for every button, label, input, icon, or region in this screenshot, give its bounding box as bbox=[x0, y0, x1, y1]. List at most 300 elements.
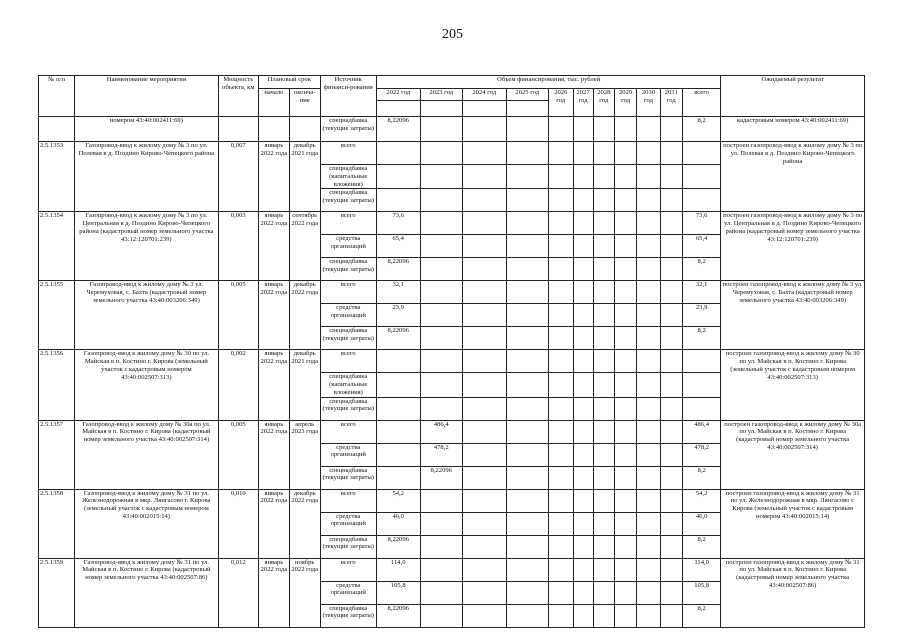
row-year-empty bbox=[660, 304, 682, 327]
row-year-empty bbox=[593, 558, 614, 581]
row-result: построен газопровод-ввод к жилому дому № 3 по ул. Центральная в д. Поздино Кирово-Чепецкого района (кадастровый номер земельного участка 43:12:120701:239) bbox=[721, 212, 865, 281]
header-num: № п/п bbox=[39, 76, 75, 117]
table-row bbox=[39, 420, 865, 443]
row-2023 bbox=[420, 142, 463, 165]
row-year-empty bbox=[506, 581, 549, 604]
row-year-empty bbox=[463, 350, 507, 373]
row-2023 bbox=[420, 117, 463, 142]
row-year-empty bbox=[614, 443, 636, 466]
row-start: январь 2022 года bbox=[258, 558, 289, 627]
row-2022: 114,0 bbox=[376, 558, 420, 581]
row-year-empty bbox=[637, 443, 660, 466]
row-year-empty bbox=[506, 212, 549, 235]
row-year-empty bbox=[549, 304, 573, 327]
row-year-empty bbox=[614, 142, 636, 165]
row-capacity: 0,007 bbox=[218, 142, 258, 212]
row-2022 bbox=[376, 165, 420, 189]
row-year-empty bbox=[660, 558, 682, 581]
row-year-empty bbox=[463, 443, 507, 466]
row-result: построен газопровод-ввод к жилому дому № 31 по ул. Майская в п. Костино г. Кирова (кадастровый номер земельного участка 43:40:002507:86) bbox=[721, 558, 865, 627]
row-start: январь 2022 года bbox=[258, 212, 289, 281]
row-year-empty bbox=[549, 258, 573, 281]
row-year-empty bbox=[573, 443, 593, 466]
row-year-empty bbox=[614, 373, 636, 397]
row-source: средства организаций bbox=[320, 235, 376, 258]
row-year-empty bbox=[573, 466, 593, 489]
row-year-empty bbox=[463, 489, 507, 512]
row-year-empty bbox=[549, 420, 573, 443]
row-start: январь 2022 года bbox=[258, 420, 289, 489]
row-year-empty bbox=[506, 350, 549, 373]
table-row bbox=[39, 142, 865, 165]
row-year-empty bbox=[593, 189, 614, 212]
row-result: построен газопровод-ввод к жилому дому № 31 по ул. Железнодорожная в мкр. Лянгасово г. Кирова (земельный участок с кадастровым номером 43:40:002015:14) bbox=[721, 489, 865, 558]
row-total bbox=[682, 373, 720, 397]
row-year-empty bbox=[593, 581, 614, 604]
row-year-empty bbox=[506, 466, 549, 489]
row-2022: 8,22096 bbox=[376, 535, 420, 558]
row-year-empty bbox=[637, 327, 660, 350]
row-source: спецнадбавка (капитальные вложения) bbox=[320, 165, 376, 189]
row-2023 bbox=[420, 489, 463, 512]
row-total: 73,6 bbox=[682, 212, 720, 235]
header-capacity: Мощность объекта, км bbox=[218, 76, 258, 117]
row-year-empty bbox=[549, 350, 573, 373]
row-year-empty bbox=[593, 165, 614, 189]
row-source: всего bbox=[320, 558, 376, 581]
row-year-empty bbox=[660, 397, 682, 420]
header-term-end: оконча-ние bbox=[289, 89, 320, 117]
row-source: всего bbox=[320, 489, 376, 512]
row-year-empty bbox=[637, 581, 660, 604]
header-year: 2029 год bbox=[614, 89, 636, 117]
header-year: 2023 год bbox=[420, 89, 463, 101]
row-2023 bbox=[420, 281, 463, 304]
row-year-empty bbox=[506, 327, 549, 350]
row-capacity: 0,005 bbox=[218, 420, 258, 489]
row-2022 bbox=[376, 373, 420, 397]
row-source: спецнадбавка (текущие затраты) bbox=[320, 397, 376, 420]
row-year-empty bbox=[463, 165, 507, 189]
row-year-empty bbox=[506, 258, 549, 281]
row-year-empty bbox=[593, 281, 614, 304]
row-year-empty bbox=[660, 258, 682, 281]
row-end: апрель 2023 года bbox=[289, 420, 320, 489]
continuation-row bbox=[39, 117, 865, 142]
row-year-empty bbox=[506, 281, 549, 304]
row-year-empty bbox=[637, 558, 660, 581]
row-num: 2.5.1357 bbox=[39, 420, 75, 489]
row-year-empty bbox=[573, 397, 593, 420]
row-source: всего bbox=[320, 142, 376, 165]
row-year-empty bbox=[614, 350, 636, 373]
row-year-empty bbox=[660, 466, 682, 489]
row-year-empty bbox=[463, 558, 507, 581]
row-year-empty bbox=[573, 212, 593, 235]
row-year-empty bbox=[463, 327, 507, 350]
row-year-empty bbox=[463, 281, 507, 304]
row-2022: 65,4 bbox=[376, 235, 420, 258]
row-year-empty bbox=[506, 604, 549, 627]
row-total bbox=[682, 189, 720, 212]
row-2023 bbox=[420, 558, 463, 581]
row-capacity: 0,005 bbox=[218, 281, 258, 350]
row-2022: 105,8 bbox=[376, 581, 420, 604]
row-year-empty bbox=[506, 558, 549, 581]
row-year-empty bbox=[593, 420, 614, 443]
row-2023 bbox=[420, 512, 463, 535]
row-year-empty bbox=[660, 373, 682, 397]
row-year-empty bbox=[614, 235, 636, 258]
row-year-empty bbox=[637, 420, 660, 443]
header-year: 2027 год bbox=[573, 89, 593, 117]
row-year-empty bbox=[463, 535, 507, 558]
row-year-empty bbox=[593, 142, 614, 165]
row-source: средства организаций bbox=[320, 443, 376, 466]
row-year-empty bbox=[593, 512, 614, 535]
header-year: 2030 год bbox=[637, 89, 660, 117]
row-year-empty bbox=[573, 489, 593, 512]
row-year-empty bbox=[660, 165, 682, 189]
row-name: Газопровод-ввод к жилому дому № 3 по ул. Полевая в д. Поздино Кирово-Чепецкого района bbox=[75, 142, 218, 212]
row-total: 54,2 bbox=[682, 489, 720, 512]
row-year-empty bbox=[573, 373, 593, 397]
row-2023: 486,4 bbox=[420, 420, 463, 443]
row-total: 8,2 bbox=[682, 117, 720, 142]
page-number: 205 bbox=[442, 27, 463, 42]
row-name: Газопровод-ввод к жилому дому № 3 по ул. Центральная в д. Поздино Кирово-Чепецкого района (кадастровый номер земельного участка 43:12:120701:239) bbox=[75, 212, 218, 281]
row-end: ноябрь 2022 года bbox=[289, 558, 320, 627]
row-2022: 32,1 bbox=[376, 281, 420, 304]
row-year-empty bbox=[614, 512, 636, 535]
row-year-empty bbox=[660, 535, 682, 558]
row-year-empty bbox=[660, 212, 682, 235]
header-result: Ожидаемый результат bbox=[721, 76, 865, 117]
row-total: 8,2 bbox=[682, 466, 720, 489]
row-year-empty bbox=[637, 165, 660, 189]
row-year-empty bbox=[549, 535, 573, 558]
row-2023 bbox=[420, 535, 463, 558]
row-year-empty bbox=[549, 512, 573, 535]
row-2022 bbox=[376, 466, 420, 489]
row-end: декабрь 2021 года bbox=[289, 142, 320, 212]
header-year: 2025 год bbox=[506, 89, 549, 101]
row-2023 bbox=[420, 604, 463, 627]
row-name: номером 43:40:002411:69) bbox=[75, 117, 218, 142]
row-year-empty bbox=[660, 489, 682, 512]
row-year-empty bbox=[573, 581, 593, 604]
row-year-empty bbox=[637, 535, 660, 558]
row-year-empty bbox=[614, 281, 636, 304]
row-year-empty bbox=[463, 466, 507, 489]
row-year-empty bbox=[573, 142, 593, 165]
row-year-empty bbox=[506, 235, 549, 258]
row-year-empty bbox=[660, 327, 682, 350]
row-year-empty bbox=[593, 466, 614, 489]
row-year-empty bbox=[573, 281, 593, 304]
row-total: 23,9 bbox=[682, 304, 720, 327]
row-year-empty bbox=[593, 235, 614, 258]
row-year-empty bbox=[614, 304, 636, 327]
table-row bbox=[39, 281, 865, 304]
row-year-empty bbox=[593, 350, 614, 373]
row-capacity: 0,003 bbox=[218, 212, 258, 281]
row-2023 bbox=[420, 327, 463, 350]
row-total: 8,2 bbox=[682, 327, 720, 350]
row-year-empty bbox=[549, 373, 573, 397]
row-year-empty bbox=[573, 235, 593, 258]
row-year-empty bbox=[463, 304, 507, 327]
row-total: 32,1 bbox=[682, 281, 720, 304]
row-2022: 8,22096 bbox=[376, 258, 420, 281]
row-total: 114,0 bbox=[682, 558, 720, 581]
row-year-empty bbox=[614, 604, 636, 627]
row-year-empty bbox=[549, 212, 573, 235]
row-year-empty bbox=[614, 535, 636, 558]
row-year-empty bbox=[463, 581, 507, 604]
row-year-empty bbox=[506, 189, 549, 212]
row-2023: 478,2 bbox=[420, 443, 463, 466]
row-year-empty bbox=[573, 304, 593, 327]
row-total bbox=[682, 142, 720, 165]
row-year-empty bbox=[549, 397, 573, 420]
row-source: средства организаций bbox=[320, 581, 376, 604]
row-year-empty bbox=[593, 373, 614, 397]
row-start: январь 2022 года bbox=[258, 142, 289, 212]
row-2023 bbox=[420, 304, 463, 327]
row-year-empty bbox=[660, 512, 682, 535]
row-2022 bbox=[376, 420, 420, 443]
row-year-empty bbox=[573, 420, 593, 443]
row-2022: 8,22096 bbox=[376, 327, 420, 350]
row-result: построен газопровод-ввод к жилому дому № 30 по ул. Майская в п. Костино г. Кирова (земельный участок с кадастровым номером 43:40:002507:313) bbox=[721, 350, 865, 420]
row-year-empty bbox=[506, 443, 549, 466]
row-name: Газопровод-ввод к жилому дому № 30а по ул. Майская в п. Костино г. Кирова (кадастровый номер земельного участка 43:40:002507:314) bbox=[75, 420, 218, 489]
row-2022: 8,22096 bbox=[376, 117, 420, 142]
row-year-empty bbox=[549, 489, 573, 512]
row-2023 bbox=[420, 212, 463, 235]
row-source: всего bbox=[320, 212, 376, 235]
header-year: 2031 год bbox=[660, 89, 682, 117]
row-year-empty bbox=[660, 235, 682, 258]
row-year-empty bbox=[549, 189, 573, 212]
header-term-start: начало bbox=[258, 89, 289, 117]
row-2022: 54,2 bbox=[376, 489, 420, 512]
row-year-empty bbox=[637, 281, 660, 304]
row-year-empty bbox=[614, 466, 636, 489]
row-result: построен газопровод-ввод к жилому дому № 3 ул. Черемуховая, с. Бахта (кадастровый номер земельного участка 43:40:003206:349) bbox=[721, 281, 865, 350]
row-year-empty bbox=[614, 581, 636, 604]
row-year-empty bbox=[593, 304, 614, 327]
row-year-empty bbox=[637, 489, 660, 512]
row-2023 bbox=[420, 373, 463, 397]
row-year-empty bbox=[463, 373, 507, 397]
row-capacity: 0,012 bbox=[218, 558, 258, 627]
row-result: построен газопровод-ввод к жилому дому № 30а по ул. Майская в п. Костино г. Кирова (кадастровый номер земельного участка 43:40:002507:314) bbox=[721, 420, 865, 489]
row-year-empty bbox=[593, 327, 614, 350]
header-volume: Объем финансирования, тыс. рублей bbox=[376, 76, 720, 89]
row-year-empty bbox=[573, 327, 593, 350]
row-source: спецнадбавка (текущие затраты) bbox=[320, 327, 376, 350]
row-2022: 8,22096 bbox=[376, 604, 420, 627]
header-source: Источник финанси-рования bbox=[320, 76, 376, 117]
row-year-empty bbox=[573, 189, 593, 212]
row-name: Газопровод-ввод к жилому дому № 31 по ул. Железнодорожная в мкр. Лянгасово г. Кирова (земельный участок с кадастровым номером 43:40:002015:14) bbox=[75, 489, 218, 558]
header-year: 2022 год bbox=[376, 89, 420, 101]
row-num: 2.5.1359 bbox=[39, 558, 75, 627]
row-source: спецнадбавка (текущие затраты) bbox=[320, 189, 376, 212]
row-year-empty bbox=[573, 604, 593, 627]
row-year-empty bbox=[573, 258, 593, 281]
row-2022 bbox=[376, 142, 420, 165]
row-2023 bbox=[420, 258, 463, 281]
row-source: всего bbox=[320, 281, 376, 304]
row-result: построен газопровод-ввод к жилому дому № 3 по ул. Полевая в д. Поздино Кирово-Чепецкого района bbox=[721, 142, 865, 212]
row-source: спецнадбавка (текущие затраты) bbox=[320, 535, 376, 558]
row-2023 bbox=[420, 581, 463, 604]
row-year-empty bbox=[637, 235, 660, 258]
row-year-empty bbox=[549, 604, 573, 627]
row-num: 2.5.1358 bbox=[39, 489, 75, 558]
row-year-empty bbox=[573, 558, 593, 581]
row-year-empty bbox=[593, 604, 614, 627]
row-source: спецнадбавка (капитальные вложения) bbox=[320, 373, 376, 397]
row-2022 bbox=[376, 350, 420, 373]
row-year-empty bbox=[549, 443, 573, 466]
row-start: январь 2022 года bbox=[258, 350, 289, 420]
row-year-empty bbox=[614, 397, 636, 420]
row-2023 bbox=[420, 189, 463, 212]
row-total: 46,0 bbox=[682, 512, 720, 535]
row-2022: 73,6 bbox=[376, 212, 420, 235]
header-year: 2026 год bbox=[549, 89, 573, 117]
row-year-empty bbox=[549, 142, 573, 165]
row-year-empty bbox=[463, 189, 507, 212]
row-year-empty bbox=[549, 466, 573, 489]
row-2022 bbox=[376, 443, 420, 466]
row-year-empty bbox=[506, 373, 549, 397]
row-year-empty bbox=[637, 350, 660, 373]
row-year-empty bbox=[614, 258, 636, 281]
row-source: всего bbox=[320, 350, 376, 373]
row-source: средства организаций bbox=[320, 304, 376, 327]
row-year-empty bbox=[614, 558, 636, 581]
row-num: 2.5.1353 bbox=[39, 142, 75, 212]
row-total: 478,2 bbox=[682, 443, 720, 466]
row-source: спецнадбавка (текущие затраты) bbox=[320, 604, 376, 627]
row-total bbox=[682, 350, 720, 373]
row-total bbox=[682, 165, 720, 189]
row-name: Газопровод-ввод к жилому дому № 3 ул. Черемуховая, с. Бахта (кадастровый номер земельного участка 43:40:003206:349) bbox=[75, 281, 218, 350]
row-year-empty bbox=[573, 535, 593, 558]
row-source: средства организаций bbox=[320, 512, 376, 535]
row-year-empty bbox=[660, 350, 682, 373]
row-total: 486,4 bbox=[682, 420, 720, 443]
row-year-empty bbox=[614, 420, 636, 443]
row-capacity: 0,002 bbox=[218, 350, 258, 420]
row-num: 2.5.1355 bbox=[39, 281, 75, 350]
row-year-empty bbox=[637, 397, 660, 420]
header-year: 2024 год bbox=[463, 89, 507, 101]
row-year-empty bbox=[637, 466, 660, 489]
row-year-empty bbox=[637, 373, 660, 397]
row-num: 2.5.1354 bbox=[39, 212, 75, 281]
row-year-empty bbox=[614, 327, 636, 350]
row-end: декабрь 2021 года bbox=[289, 350, 320, 420]
row-year-empty bbox=[463, 142, 507, 165]
row-year-empty bbox=[637, 142, 660, 165]
row-result: кадастровым номером 43:40:002411:69) bbox=[721, 117, 865, 142]
row-year-empty bbox=[463, 604, 507, 627]
row-year-empty bbox=[593, 443, 614, 466]
row-source: спецнадбавка (текущие затраты) bbox=[320, 117, 376, 142]
row-year-empty bbox=[660, 281, 682, 304]
row-total: 8,2 bbox=[682, 258, 720, 281]
row-year-empty bbox=[549, 581, 573, 604]
row-year-empty bbox=[506, 142, 549, 165]
header-year: 2028 год bbox=[593, 89, 614, 117]
row-year-empty bbox=[614, 212, 636, 235]
row-year-empty bbox=[549, 235, 573, 258]
row-year-empty bbox=[463, 420, 507, 443]
row-start: январь 2022 года bbox=[258, 281, 289, 350]
row-total: 105,8 bbox=[682, 581, 720, 604]
row-year-empty bbox=[506, 304, 549, 327]
row-year-empty bbox=[463, 235, 507, 258]
row-year-empty bbox=[549, 165, 573, 189]
row-year-empty bbox=[660, 189, 682, 212]
row-2023 bbox=[420, 350, 463, 373]
table-row bbox=[39, 350, 865, 373]
row-source: спецнадбавка (текущие затраты) bbox=[320, 258, 376, 281]
row-year-empty bbox=[593, 535, 614, 558]
row-year-empty bbox=[506, 165, 549, 189]
row-year-empty bbox=[593, 397, 614, 420]
row-year-empty bbox=[573, 512, 593, 535]
row-year-empty bbox=[614, 165, 636, 189]
row-name: Газопровод-ввод к жилому дому № 31 по ул. Майская в п. Костино г. Кирова (кадастровый номер земельного участка 43:40:002507:86) bbox=[75, 558, 218, 627]
row-year-empty bbox=[506, 489, 549, 512]
row-2022 bbox=[376, 397, 420, 420]
row-year-empty bbox=[506, 535, 549, 558]
row-year-empty bbox=[549, 327, 573, 350]
row-year-empty bbox=[593, 489, 614, 512]
row-name: Газопровод-ввод к жилому дому № 30 по ул. Майская в п. Костино г. Кирова (земельный участок с кадастровым номером 43:40:002507:313) bbox=[75, 350, 218, 420]
table-row bbox=[39, 489, 865, 512]
row-capacity: 0,010 bbox=[218, 489, 258, 558]
row-year-empty bbox=[573, 165, 593, 189]
row-total: 8,2 bbox=[682, 604, 720, 627]
row-year-empty bbox=[660, 420, 682, 443]
row-year-empty bbox=[614, 489, 636, 512]
row-2023: 8,22096 bbox=[420, 466, 463, 489]
row-end: декабрь 2022 года bbox=[289, 281, 320, 350]
row-year-empty bbox=[660, 581, 682, 604]
row-num: 2.5.1356 bbox=[39, 350, 75, 420]
row-total: 8,2 bbox=[682, 535, 720, 558]
row-start: январь 2022 года bbox=[258, 489, 289, 558]
row-year-empty bbox=[573, 350, 593, 373]
table-row bbox=[39, 558, 865, 581]
header-term: Плановый срок bbox=[258, 76, 320, 89]
row-year-empty bbox=[506, 397, 549, 420]
row-year-empty bbox=[637, 258, 660, 281]
financing-table bbox=[38, 75, 865, 628]
row-year-empty bbox=[637, 604, 660, 627]
row-end: сентябрь 2022 года bbox=[289, 212, 320, 281]
header-name: Наименование мероприятия bbox=[75, 76, 218, 117]
header-total: всего bbox=[682, 89, 720, 117]
